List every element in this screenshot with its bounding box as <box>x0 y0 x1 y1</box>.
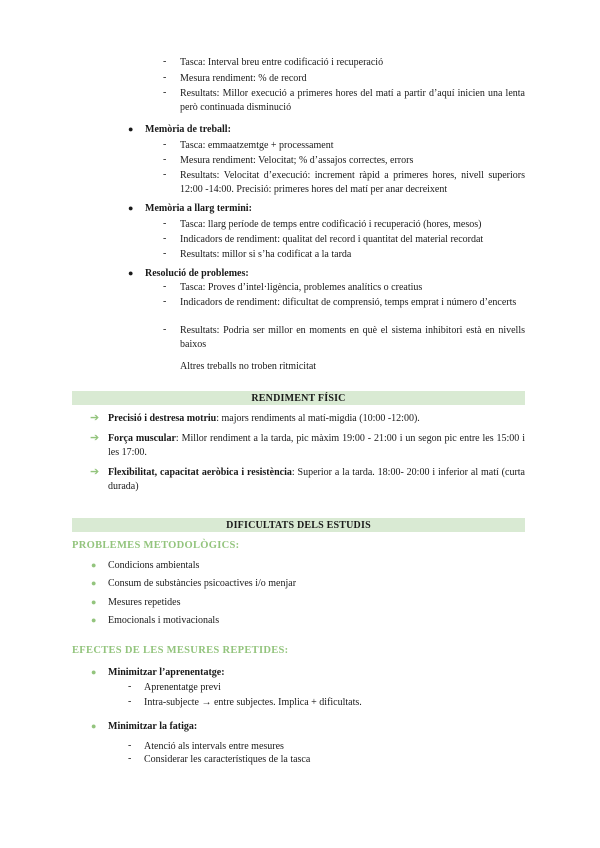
section-title: Memòria de treball: <box>145 124 231 135</box>
bullet-icon: ● <box>128 203 134 213</box>
bullet-icon: ● <box>91 667 97 677</box>
dash-bullet: - <box>163 72 167 83</box>
arrow-right-icon: ➔ <box>90 466 100 478</box>
list-item: Considerar les característiques de la tasca <box>144 754 311 765</box>
item-label: Força muscular <box>108 433 176 444</box>
list-item <box>108 466 525 493</box>
list-item: Consum de substàncies psicoactives i/o menjar <box>108 578 297 589</box>
list-item: Resultats: Podria ser millor en moments en què el sistema inhibitori està en nivells baixos <box>180 325 525 350</box>
bullet-icon: ● <box>91 597 97 607</box>
bullet-icon: ● <box>91 615 97 625</box>
section-title: Resolució de problemes: <box>145 268 249 279</box>
list-item: Tasca: Interval breu entre codificació i recuperació <box>180 57 384 68</box>
list-item: Resultats: Millor execució a primeres hores del matí a partir d’aquí inicien una lenta però continuada disminució <box>180 88 525 113</box>
bullet-icon: ● <box>128 124 134 134</box>
section-header: RENDIMENT FÍSIC <box>72 391 525 405</box>
list-item: Emocionals i motivacionals <box>108 615 220 626</box>
note-text: Altres treballs no troben ritmicitat <box>180 361 317 372</box>
list-item: Intra-subjecte → entre subjectes. Implica + dificultats. <box>144 697 362 708</box>
dash-bullet: - <box>163 248 167 259</box>
dash-bullet: - <box>128 696 132 707</box>
item-text: : Millor rendiment a la tarda, pic màxim 19:00 - 21:00 i un segon pic entre les 15:00 i les 17:00. <box>108 433 525 458</box>
list-item: Indicadors de rendiment: qualitat del record i quantitat del material recordat <box>180 234 484 245</box>
bullet-icon: ● <box>128 268 134 278</box>
bullet-icon: ● <box>91 578 97 588</box>
arrow-right-icon: ➔ <box>90 412 100 424</box>
item-label: Flexibilitat, capacitat aeròbica i resistència <box>108 467 292 478</box>
list-item: Mesures repetides <box>108 597 181 608</box>
bullet-icon: ● <box>91 560 97 570</box>
list-item: Tasca: emmaatzemtge + processament <box>180 140 334 151</box>
dash-bullet: - <box>163 87 167 98</box>
list-item <box>108 412 525 426</box>
list-item: Aprenentatge previ <box>144 682 221 693</box>
list-item: Mesura rendiment: Velocitat; % d’assajos correctes, errors <box>180 155 414 166</box>
dash-bullet: - <box>163 139 167 150</box>
list-item: Tasca: llarg període de temps entre codificació i recuperació (hores, mesos) <box>180 219 482 230</box>
list-item: Tasca: Proves d’intel·ligència, problemes analítics o creatius <box>180 282 423 293</box>
dash-bullet: - <box>163 154 167 165</box>
list-item-title: Minimitzar l’aprenentatge: <box>108 667 225 678</box>
bullet-icon: ● <box>91 721 97 731</box>
item-text: : majors rendiments al matí-migdia (10:00 -12:00). <box>216 413 420 424</box>
dash-bullet: - <box>128 753 132 764</box>
subsection-title: EFECTES DE LES MESURES REPETIDES: <box>72 645 289 656</box>
dash-bullet: - <box>128 740 132 751</box>
dash-bullet: - <box>163 169 167 180</box>
dash-bullet: - <box>163 218 167 229</box>
list-item-title: Minimitzar la fatiga: <box>108 721 198 732</box>
dash-bullet: - <box>128 681 132 692</box>
item-label: Precisió i destresa motriu <box>108 413 217 424</box>
list-item: Atenció als intervals entre mesures <box>144 741 284 752</box>
list-item: Indicadors de rendiment: dificultat de comprensió, temps emprat i número d’encerts <box>180 297 517 308</box>
section-header: DIFICULTATS DELS ESTUDIS <box>72 518 525 532</box>
list-item <box>108 432 525 459</box>
list-item: Resultats: millor si s’ha codificat a la tarda <box>180 249 352 260</box>
dash-bullet: - <box>163 324 167 335</box>
dash-bullet: - <box>163 296 167 307</box>
subsection-title: PROBLEMES METODOLÒGICS: <box>72 540 240 551</box>
section-title: Memòria a llarg termini: <box>145 203 252 214</box>
dash-bullet: - <box>163 281 167 292</box>
arrow-right-icon: ➔ <box>90 432 100 444</box>
dash-bullet: - <box>163 56 167 67</box>
item-text: : Superior a la tarda. 18:00- 20:00 i inferior al matí (curta durada) <box>108 467 525 492</box>
dash-bullet: - <box>163 233 167 244</box>
list-item: Resultats: Velocitat d’execució: increment ràpid a primeres hores, nivell superiors 12:00 -14:00. Precisió: primeres hores del matí per anar decreixent <box>180 170 525 195</box>
list-item: Condicions ambientals <box>108 560 200 571</box>
list-item: Mesura rendiment: % de record <box>180 73 307 84</box>
